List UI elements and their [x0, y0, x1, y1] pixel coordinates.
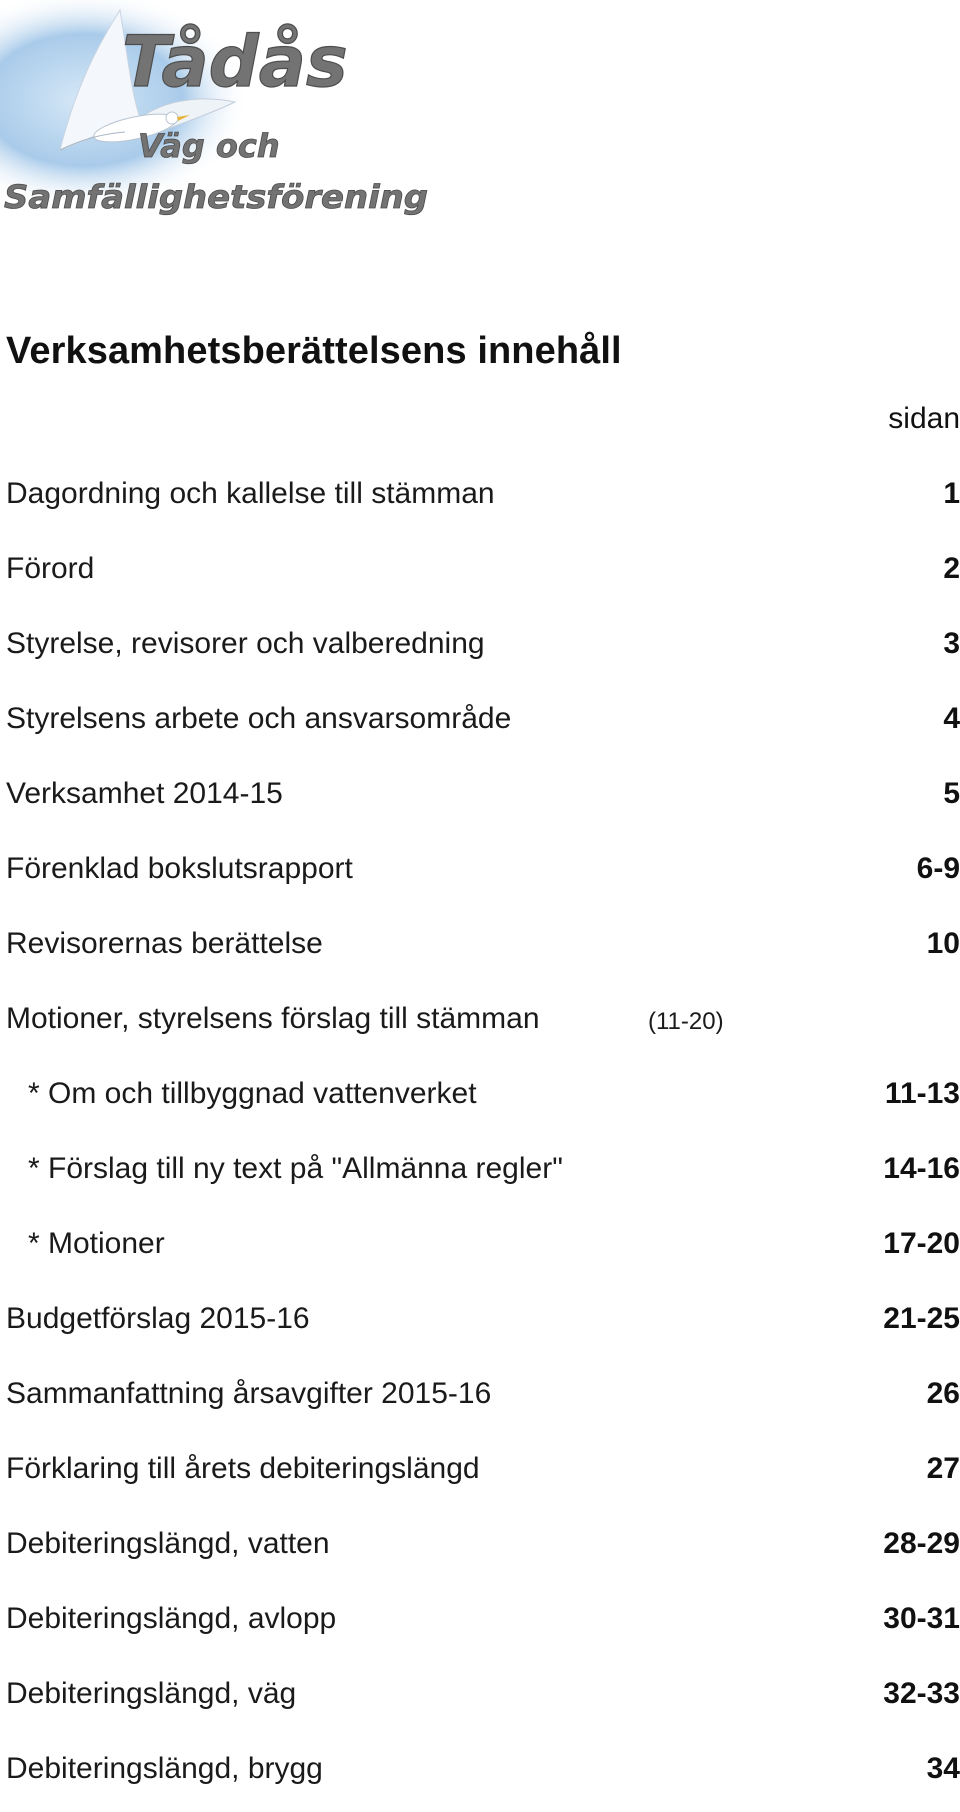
toc-entry: [0, 1212, 960, 1287]
toc-entry-title: Verksamhet 2014-15: [6, 777, 283, 810]
toc-entry-page: 5: [943, 777, 960, 810]
toc-entry-title: * Förslag till ny text på "Allmänna regler": [28, 1152, 563, 1185]
association-logo: [0, 0, 440, 230]
document-title: Verksamhetsberättelsens innehåll: [6, 330, 622, 372]
toc-entry: [0, 1437, 960, 1512]
toc-entry: [0, 462, 960, 537]
toc-entry: [0, 612, 960, 687]
toc-entry: [0, 837, 960, 912]
toc-entry: [0, 1362, 960, 1437]
toc-entry-page: 34: [926, 1752, 960, 1785]
toc-entry-page: 14-16: [883, 1152, 960, 1185]
toc-entry-page: 3: [943, 627, 960, 660]
svg-text:Samfällighetsförening: Samfällighetsförening: [4, 178, 428, 216]
svg-text:Väg och: Väg och: [138, 127, 280, 165]
toc-entry: [0, 537, 960, 612]
toc-entry-title: Förord: [6, 552, 95, 585]
toc-entry-page: 28-29: [883, 1527, 960, 1560]
page-column-label: sidan: [888, 402, 960, 435]
toc-entry: [0, 912, 960, 987]
toc-entry-title: Styrelse, revisorer och valberedning: [6, 627, 485, 660]
toc-entry-page: 11-13: [884, 1077, 960, 1110]
toc-entry-title: Budgetförslag 2015-16: [6, 1302, 310, 1335]
seagull-logo-icon: [0, 0, 440, 230]
toc-entry-title: Motioner, styrelsens förslag till stämman: [6, 1002, 540, 1035]
toc-entry-page: 30-31: [883, 1602, 960, 1635]
toc-entry-page: 27: [926, 1452, 960, 1485]
toc-entry-page: 1: [943, 477, 960, 510]
table-of-contents: [0, 462, 960, 1812]
toc-entry: [0, 1587, 960, 1662]
toc-entry: [0, 1062, 960, 1137]
toc-entry-title: * Om och tillbyggnad vattenverket: [28, 1077, 477, 1110]
toc-entry-page: 32-33: [883, 1677, 960, 1710]
toc-entry-page: 10: [926, 927, 960, 960]
toc-entry-title: Debiteringslängd, vatten: [6, 1527, 330, 1560]
toc-entry: [0, 1512, 960, 1587]
toc-entry: [0, 687, 960, 762]
toc-entry: [0, 987, 960, 1062]
toc-entry-range: (11-20): [648, 1008, 724, 1035]
toc-entry-title: Revisorernas berättelse: [6, 927, 323, 960]
toc-entry: [0, 1287, 960, 1362]
toc-entry-title: Dagordning och kallelse till stämman: [6, 477, 495, 510]
toc-entry-title: Debiteringslängd, brygg: [6, 1752, 323, 1785]
svg-text:Tådås: Tådås: [122, 21, 348, 103]
toc-entry-page: 26: [926, 1377, 960, 1410]
toc-entry: [0, 1737, 960, 1812]
toc-entry: [0, 1662, 960, 1737]
toc-entry-page: 2: [943, 552, 960, 585]
toc-entry-page: 4: [943, 702, 960, 735]
toc-entry-title: Debiteringslängd, väg: [6, 1677, 297, 1710]
toc-entry-title: Debiteringslängd, avlopp: [6, 1602, 337, 1635]
toc-entry-title: * Motioner: [28, 1227, 165, 1260]
toc-entry-title: Förenklad bokslutsrapport: [6, 852, 353, 885]
toc-entry: [0, 762, 960, 837]
toc-entry-page: 6-9: [916, 852, 960, 885]
toc-entry-title: Förklaring till årets debiteringslängd: [6, 1452, 480, 1485]
toc-entry-page: 17-20: [883, 1227, 960, 1260]
toc-entry-page: 21-25: [883, 1302, 960, 1335]
toc-entry-title: Styrelsens arbete och ansvarsområde: [6, 702, 512, 735]
toc-entry: [0, 1137, 960, 1212]
toc-entry-title: Sammanfattning årsavgifter 2015-16: [6, 1377, 492, 1410]
